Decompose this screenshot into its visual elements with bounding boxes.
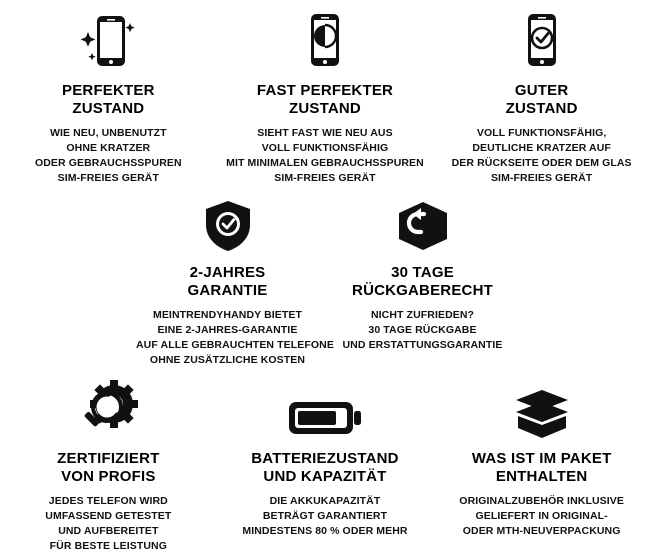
guarantee-row: [0, 186, 650, 368]
section-title: 30 TAGE RÜCKGABERECHT: [352, 264, 493, 299]
section-title: BATTERIEZUSTAND UND KAPAZITÄT: [251, 450, 399, 485]
section-guter-zustand: [433, 8, 650, 186]
section-2-jahres-garantie: [130, 196, 334, 368]
section-title: FAST PERFEKTER ZUSTAND: [256, 82, 394, 117]
section-title: PERFEKTER ZUSTAND: [62, 82, 155, 117]
phone-half-icon: [223, 8, 428, 72]
section-description: DIE AKKUKAPAZITÄT BETRÄGT GARANTIERT MINDESTENS 80 % ODER MEHR: [242, 495, 408, 538]
section-description: VOLL FUNKTIONSFÄHIG, DEUTLICHE KRATZER AUF DER RÜCKSEITE ODER DEM GLAS SIM-FREIES GERÄT: [451, 127, 632, 185]
section-description: WIE NEU, UNBENUTZT OHNE KRATZER ODER GEBRAUCHSSPUREN SIM-FREIES GERÄT: [34, 127, 182, 185]
section-was-ist-im-paket: [433, 380, 650, 554]
section-description: ORIGINALZUBEHÖR INKLUSIVE GELIEFERT IN ORIGINAL- ODER MTH-NEUVERPACKUNG: [459, 495, 624, 538]
magnifier-gear-icon: [6, 380, 211, 440]
section-description: SIEHT FAST WIE NEU AUS VOLL FUNKTIONSFÄHIG MIT MINIMALEN GEBRAUCHSSPUREN SIM-FREIES GERÄT: [226, 127, 424, 185]
section-description: JEDES TELEFON WIRD UMFASSEND GETESTET UND AUFBEREITET FÜR BESTE LEISTUNG: [45, 495, 172, 553]
shield-check-icon: [136, 196, 319, 254]
section-title: 2-JAHRES GARANTIE: [187, 264, 268, 299]
section-30-tage-rueckgaberecht: [325, 196, 520, 368]
phone-sparkle-icon: [6, 8, 211, 72]
section-description: MEINTRENDYHANDY BIETET EINE 2-JAHRES-GARANTIE AUF ALLE GEBRAUCHTEN TELEFONE OHNE ZUSÄTZLICHE KOSTEN: [136, 309, 334, 367]
open-box-icon: [439, 380, 644, 440]
section-perfekter-zustand: [0, 8, 217, 186]
section-title: GUTER ZUSTAND: [505, 82, 578, 117]
return-box-icon: [331, 196, 514, 254]
battery-icon: [223, 380, 428, 440]
section-title: WAS IST IM PAKET ENTHALTEN: [471, 450, 612, 485]
section-description: NICHT ZUFRIEDEN? 30 TAGE RÜCKGABE UND ERSTATTUNGSGARANTIE: [342, 309, 503, 352]
conditions-row: [0, 0, 650, 186]
section-zertifiziert-von-profis: [0, 380, 217, 554]
section-fast-perfekter-zustand: [217, 8, 434, 186]
section-title: ZERTIFIZIERT VON PROFIS: [57, 450, 160, 485]
phone-check-icon: [439, 8, 644, 72]
services-row: [0, 368, 650, 554]
section-batteriezustand: [217, 380, 434, 554]
